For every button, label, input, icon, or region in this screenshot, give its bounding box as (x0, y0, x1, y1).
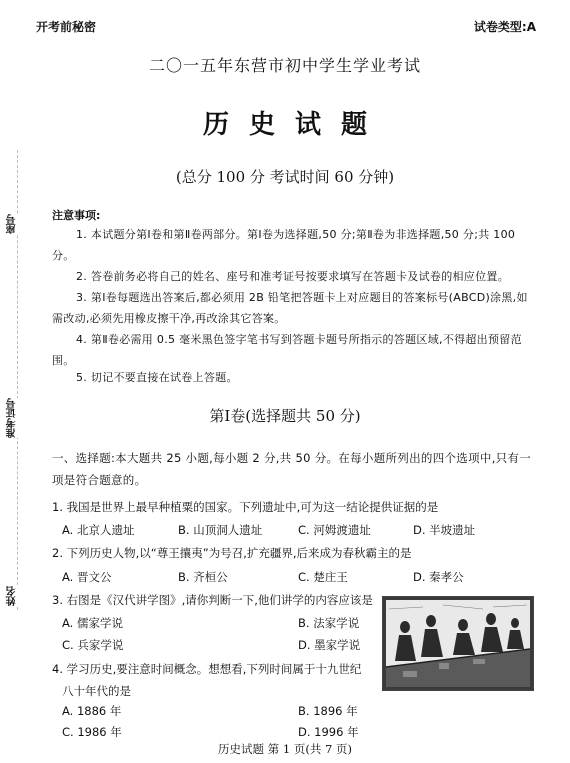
han-lecture-picture (382, 596, 534, 691)
option: D. 墨家学说 (298, 638, 361, 652)
option: D. 秦孝公 (413, 570, 464, 584)
question-stem: 3. 右图是《汉代讲学图》,请你判断一下,他们讲学的内容应该是 (52, 593, 373, 607)
option: C. 1986 年 (62, 725, 122, 739)
option: A. 1886 年 (62, 704, 122, 718)
option: C. 兵家学说 (62, 638, 124, 652)
part1-title: 第Ⅰ卷(选择题共 50 分) (209, 407, 361, 425)
option: B. 1896 年 (298, 704, 358, 718)
note-item: 3. 第Ⅰ卷每题选出答案后,都必须用 2B 铅笔把答题卡上对应题目的答案标号(ABCD)涂黑,如需改动,必须先用橡皮擦干净,再改涂其它答案。 (52, 291, 528, 325)
paper-type-label: 试卷类型:A (473, 20, 536, 34)
seat-number-label: 座号 (5, 214, 27, 234)
option: D. 1996 年 (298, 725, 359, 739)
page-footer: 历史试题 第 1 页(共 7 页) (218, 742, 352, 756)
note-item: 2. 答卷前务必将自己的姓名、座号和准考证号按要求填写在答题卡及试卷的相应位置。 (76, 270, 509, 283)
option: B. 法家学说 (298, 616, 360, 630)
question-stem: 4. 学习历史,要注意时间概念。想想看,下列时间属于十九世纪 (52, 662, 362, 676)
option: C. 河姆渡遗址 (298, 523, 371, 537)
subject-title: 历史试题 (202, 110, 387, 140)
exam-title: 二〇一五年东营市初中学生学业考试 (148, 56, 421, 75)
option: A. 晋文公 (62, 570, 112, 584)
stone-rubbing-illustration (383, 597, 533, 690)
score-info: (总分 100 分 考试时间 60 分钟) (175, 168, 395, 186)
option: D. 半坡遗址 (413, 523, 476, 537)
note-item: 1. 本试题分第Ⅰ卷和第Ⅱ卷两部分。第Ⅰ卷为选择题,50 分;第Ⅱ卷为非选择题,50 分;共 100 分。 (52, 228, 516, 262)
name-label: 姓名 (5, 586, 27, 606)
question-stem-continued: 八十年代的是 (62, 684, 131, 698)
confidential-label: 开考前秘密 (36, 20, 97, 34)
ticket-number-label: 准考证号 (5, 398, 27, 438)
question-stem: 1. 我国是世界上最早种植粟的国家。下列遗址中,可为这一结论提供证据的是 (52, 500, 439, 514)
section-intro: 一、选择题:本大题共 25 小题,每小题 2 分,共 50 分。在每小题所列出的四个选项中,只有一项是符合题意的。 (52, 451, 532, 487)
question-stem: 2. 下列历史人物,以“尊王攘夷”为号召,扩充疆界,后来成为春秋霸主的是 (52, 546, 412, 560)
option: C. 楚庄王 (298, 570, 348, 584)
option: A. 北京人遗址 (62, 523, 135, 537)
notes-title: 注意事项: (52, 209, 101, 222)
option: A. 儒家学说 (62, 616, 123, 630)
note-item: 4. 第Ⅱ卷必需用 0.5 毫米黑色签字笔书写到答题卡题号所指示的答题区域,不得超出预留范围。 (52, 333, 522, 367)
note-item: 5. 切记不要直接在试卷上答题。 (76, 371, 238, 384)
option: B. 齐桓公 (178, 570, 228, 584)
option: B. 山顶洞人遗址 (178, 523, 263, 537)
